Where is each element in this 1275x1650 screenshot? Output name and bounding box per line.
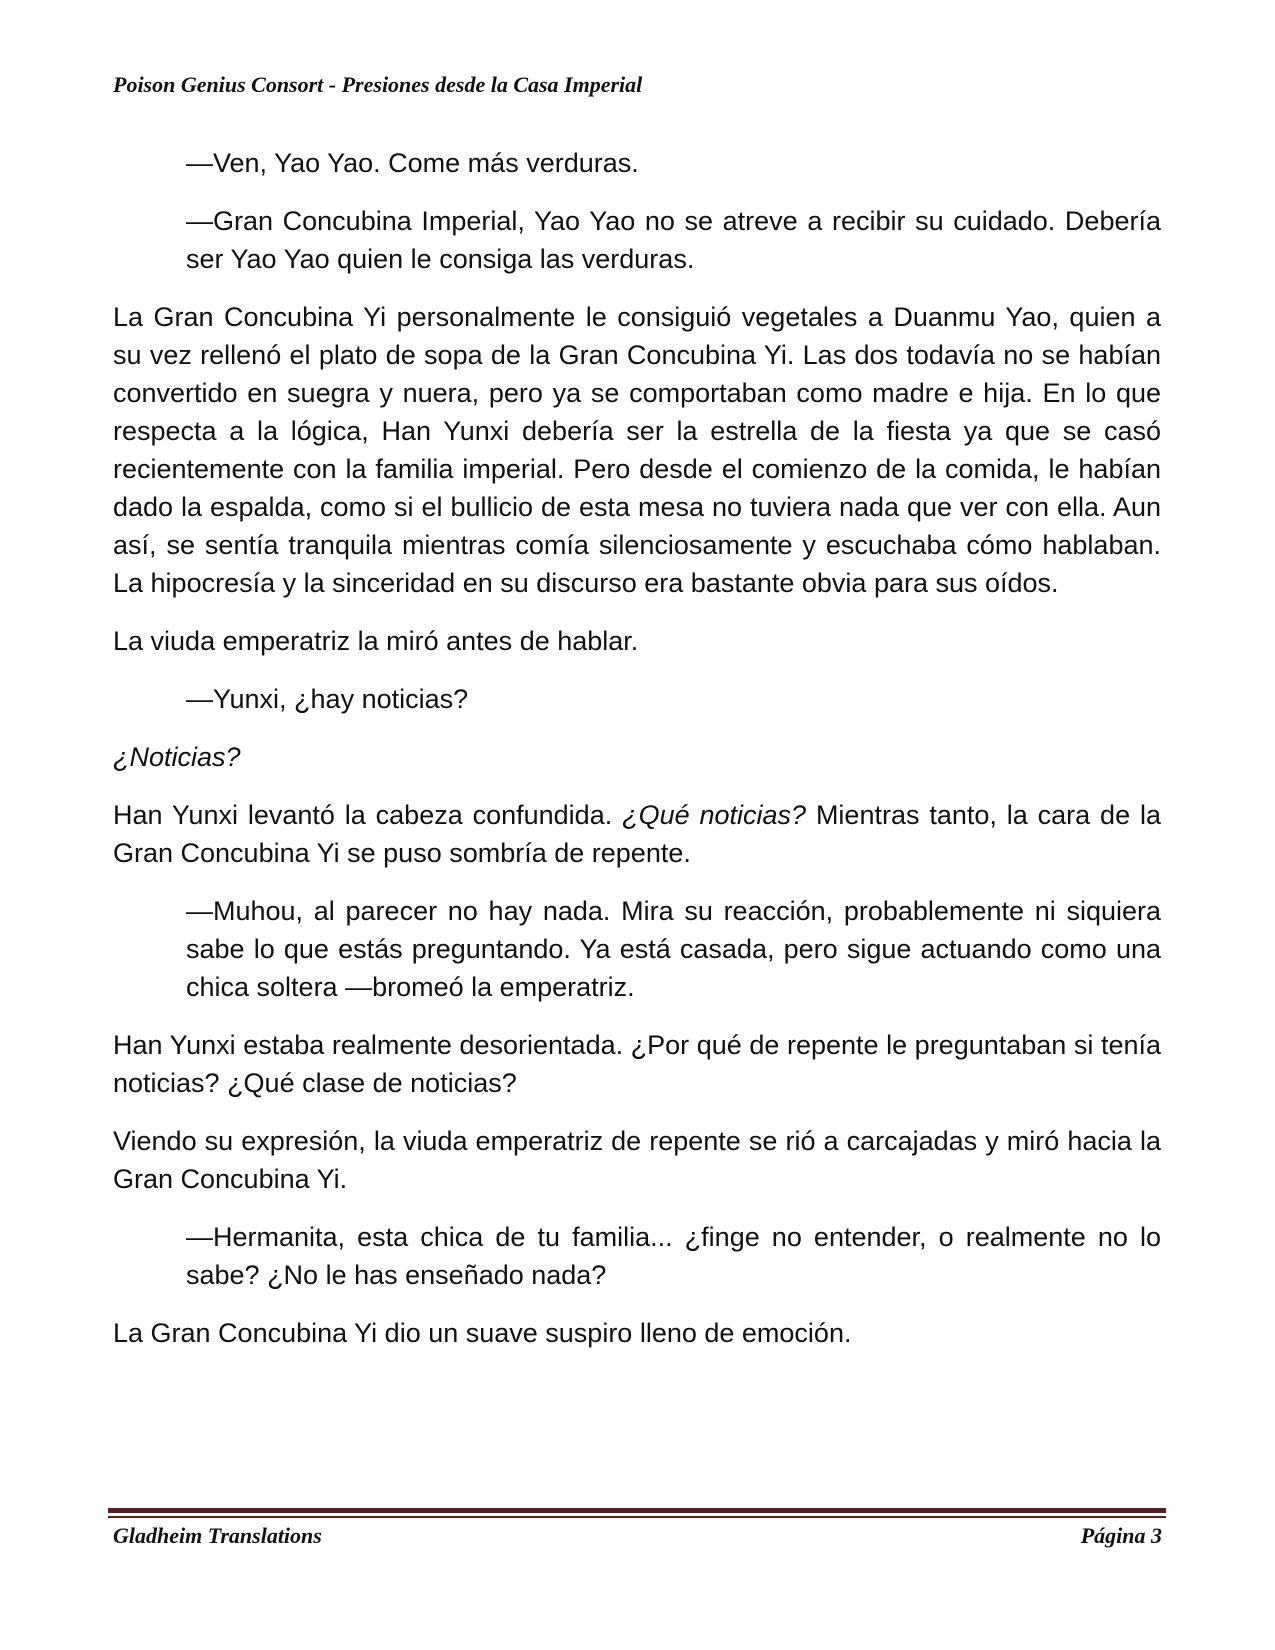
header-title: Poison Genius Consort - Presiones desde la Casa Imperial xyxy=(113,72,643,97)
dialogue-paragraph: —Ven, Yao Yao. Come más verduras. xyxy=(186,148,639,178)
dialogue-paragraph: —Gran Concubina Imperial, Yao Yao no se atreve a recibir su cuidado. Debería ser Yao Yao quien le consiga las verduras. xyxy=(186,206,1161,274)
footer-divider-thin xyxy=(108,1516,1166,1518)
narrative-paragraph: La viuda emperatriz la miró antes de hablar. xyxy=(113,626,639,656)
narrative-paragraph xyxy=(113,796,1161,872)
narrative-text: Mientras tanto, la cara de la Gran Concubina Yi se puso sombría de repente. xyxy=(113,800,1161,868)
footer-page-number: Página 3 xyxy=(1080,1523,1162,1548)
italic-thought: ¿Qué noticias? xyxy=(622,800,807,830)
narrative-text: Han Yunxi levantó la cabeza confundida. xyxy=(113,800,613,830)
dialogue-paragraph: —Muhou, al parecer no hay nada. Mira su reacción, probablemente ni siquiera sabe lo que estás preguntando. Ya está casada, pero sigue actuando como una chica soltera —bromeó la emperatriz. xyxy=(186,896,1161,1002)
narrative-paragraph: La Gran Concubina Yi personalmente le consiguió vegetales a Duanmu Yao, quien a su vez rellenó el plato de sopa de la Gran Concubina Yi. Las dos todavía no se habían convertido en suegra y nuera, pero ya se comportaban como madre e hija. En lo que respecta a la lógica, Han Yunxi debería ser la estrella de la fiesta ya que se casó recientemente con la familia imperial. Pero desde el comienzo de la comida, le habían dado la espalda, como si el bullicio de esta mesa no tuviera nada que ver con ella. Aun así, se sentía tranquila mientras comía silenciosamente y escuchaba cómo hablaban. La hipocresía y la sinceridad en su discurso era bastante obvia para sus oídos. xyxy=(113,302,1161,598)
page-content xyxy=(113,144,1161,1372)
dialogue-paragraph: —Hermanita, esta chica de tu familia... ¿finge no entender, o realmente no lo sabe? ¿No le has enseñado nada? xyxy=(186,1222,1161,1290)
narrative-paragraph: Han Yunxi estaba realmente desorientada. ¿Por qué de repente le preguntaban si tenía noticias? ¿Qué clase de noticias? xyxy=(113,1030,1161,1098)
footer-publisher: Gladheim Translations xyxy=(113,1523,322,1548)
italic-thought-paragraph: ¿Noticias? xyxy=(113,742,241,772)
footer-divider xyxy=(108,1508,1166,1513)
dialogue-paragraph: —Yunxi, ¿hay noticias? xyxy=(186,684,469,714)
narrative-paragraph: La Gran Concubina Yi dio un suave suspiro lleno de emoción. xyxy=(113,1318,852,1348)
narrative-paragraph: Viendo su expresión, la viuda emperatriz de repente se rió a carcajadas y miró hacia la Gran Concubina Yi. xyxy=(113,1126,1161,1194)
